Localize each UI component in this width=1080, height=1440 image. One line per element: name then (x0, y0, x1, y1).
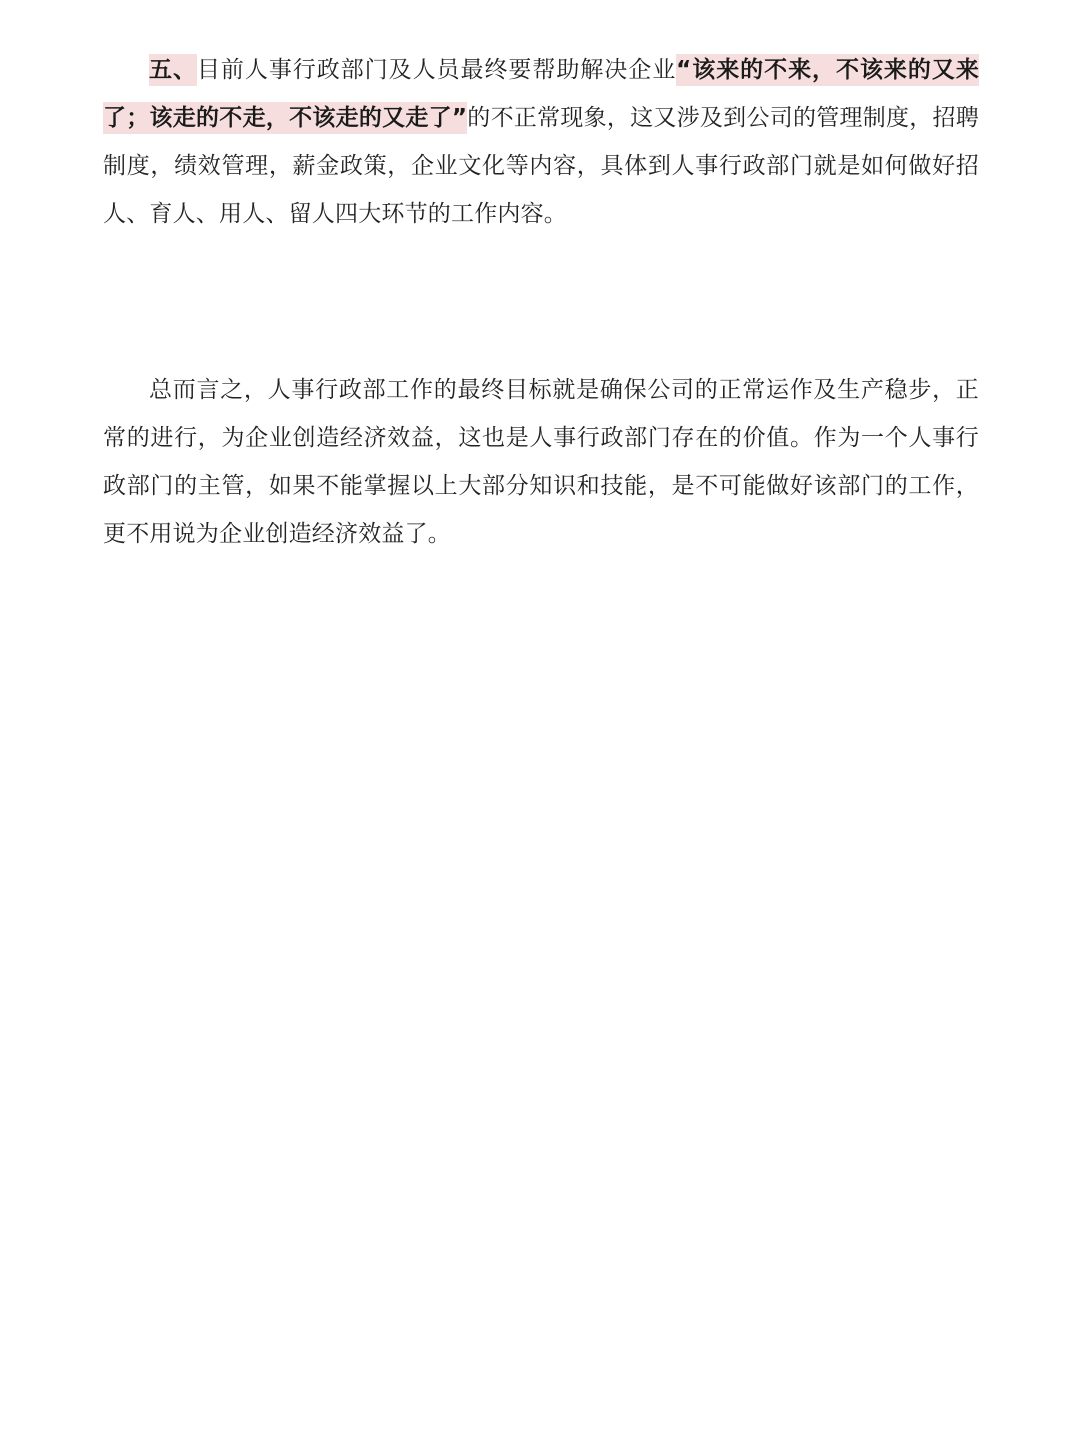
quote-highlight: “该来的不来，不该来的又来了；该走的不走，不该走的又走了” (103, 54, 979, 134)
paragraph-summary: 总而言之，人事行政部工作的最终目标就是确保公司的正常运作及生产稳步，正常的进行，为企业创造经济效益，这也是人事行政部门存在的价值。作为一个人事行政部门的主管，如果不能掌握以上大部分知识和技能，是不可能做好该部门的工作，更不用说为企业创造经济效益了。 (103, 377, 979, 547)
paragraph-text: 目前人事行政部门及人员最终要帮助解决企业 (196, 57, 677, 83)
section-label-highlight: 五、 (149, 54, 197, 86)
paragraph-point-five (103, 46, 979, 238)
document-page (103, 46, 979, 558)
paragraph-text-continued: 的不正常现象，这又涉及到公司的管理制度，招聘制度，绩效管理，薪金政策，企业文化等内容，具体到人事行政部门就是如何做好招人、育人、用人、留人四大环节的工作内容。 (103, 105, 979, 227)
